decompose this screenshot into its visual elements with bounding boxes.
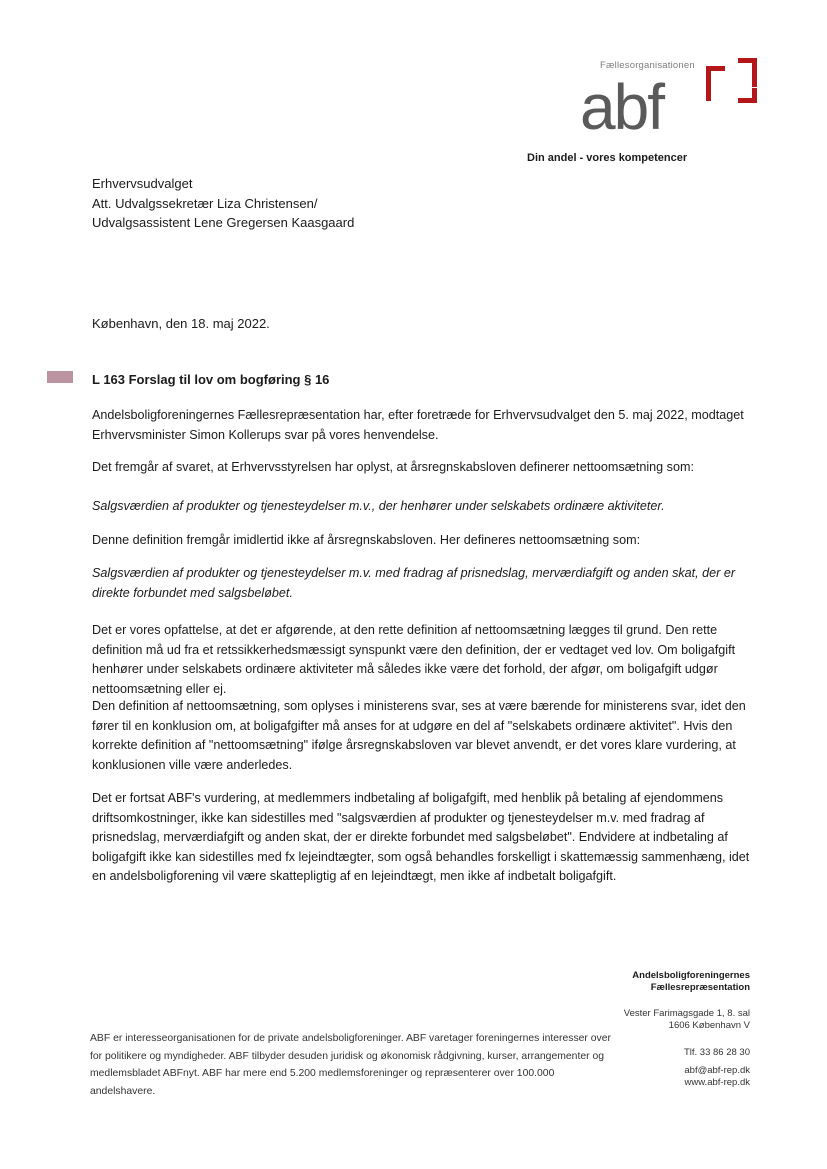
footer-website[interactable]: www.abf-rep.dk <box>684 1077 750 1088</box>
quote-paragraph: Salgsværdien af produkter og tjenesteydelser m.v. med fradrag af prisnedslag, merværdiafgift og anden skat, der er direkte forbundet med salgsbeløbet. <box>92 566 736 600</box>
letter-date: København, den 18. maj 2022. <box>92 316 270 331</box>
logo-bracket-icon <box>738 88 757 103</box>
recipient-line: Att. Udvalgssekretær Liza Christensen/ <box>92 195 318 211</box>
footer-address-line: 1606 København V <box>668 1020 750 1031</box>
body-paragraph: Den definition af nettoomsætning, som oplyses i ministerens svar, ses at være bærende for ministerens svar, idet den fører til en konklusion om, at boligafgifter må anses for at udgøre en del af "selskabets ordinære aktivitet". Hvis den korrekte definition af "nettoomsætning" ifølge årsregnskabsloven var blevet anvendt, er det vores klare vurdering, at konklusionen ville være anderledes. <box>92 699 746 772</box>
body-paragraph: Det er vores opfattelse, at det er afgørende, at den rette definition af nettoomsætning lægges til grund. Den rette definition må ud fra et retssikkerhedsmæssigt synspunkt være den definition, der er vedtaget ved lov. Om boligafgift henhører under selskabets ordinære aktiviteter må således ikke være det forhold, der afgør, om boligafgift udgør nettoomsætning eller ej. <box>92 623 736 696</box>
body-paragraph: Denne definition fremgår imidlertid ikke af årsregnskabsloven. Her defineres nettoomsætning som: <box>92 533 641 547</box>
body-paragraph: Det fremgår af svaret, at Erhvervsstyrelsen har oplyst, at årsregnskabsloven definerer nettoomsætning som: <box>92 460 694 474</box>
footer-about: ABF er interesseorganisationen for de private andelsboligforeninger. ABF varetager foreningernes interesser over for politikere og myndigheder. ABF tilbyder desuden juridisk og økonomisk rådgivning, kurser, arrangementer og medlemsbladet ABFnyt. ABF har mere end 5.200 medlemsforeninger og repræsenterer over 100.000 andelshavere. <box>90 1033 611 1097</box>
quote-paragraph: Salgsværdien af produkter og tjenesteydelser m.v., der henhører under selskabets ordinære aktiviteter. <box>92 499 665 513</box>
recipient-line: Erhvervsudvalget <box>92 176 193 191</box>
letter-subject: L 163 Forslag til lov om bogføring § 16 <box>92 372 330 387</box>
footer-email[interactable]: abf@abf-rep.dk <box>684 1065 750 1076</box>
footer-org <box>632 970 750 994</box>
recipient-line: Udvalgsassistent Lene Gregersen Kaasgaard <box>92 215 355 230</box>
body-paragraph: Det er fortsat ABF's vurdering, at medlemmers indbetaling af boligafgift, med henblik på betaling af ejendommens driftsomkostninger, ikke kan sidestilles med "salgsværdien af produkter og tjenesteydelser m.v. med fradrag af prisnedslag, merværdiafgift og anden skat, der er direkte forbundet med salgsbeløbet". Endvidere at indbetaling af boligafgift ikke kan sidestilles med fx lejeindtægter, som også behandles forskelligt i skattemæssig sammenhæng, idet en andelsboligforening vil være skattepligtig af en lejeindtægt, men ikke af indbetalt boligafgift. <box>92 791 750 883</box>
footer-org-line: Fællesrepræsentation <box>650 982 750 993</box>
body-paragraph: Andelsboligforeningernes Fællesrepræsentation har, efter foretræde for Erhvervsudvalget den 5. maj 2022, modtaget Erhvervsminister Simon Kollerups svar på vores henvendelse. <box>92 408 744 442</box>
footer-address <box>624 1008 750 1032</box>
footer-org-line: Andelsboligforeningernes <box>632 970 750 981</box>
logo-bracket-icon <box>738 58 757 87</box>
logo-org-label: Fællesorganisationen <box>600 60 695 71</box>
recipient-block <box>92 174 354 233</box>
footer-address-line: Vester Farimagsgade 1, 8. sal <box>623 1008 750 1019</box>
logo-wordmark: abf <box>580 71 663 143</box>
highlight-marker <box>47 371 73 383</box>
logo-tagline: Din andel - vores kompetencer <box>527 152 688 164</box>
logo-bracket-icon <box>706 66 725 101</box>
footer-phone: Tlf. 33 86 28 30 <box>683 1047 750 1058</box>
footer-contact <box>684 1065 750 1089</box>
